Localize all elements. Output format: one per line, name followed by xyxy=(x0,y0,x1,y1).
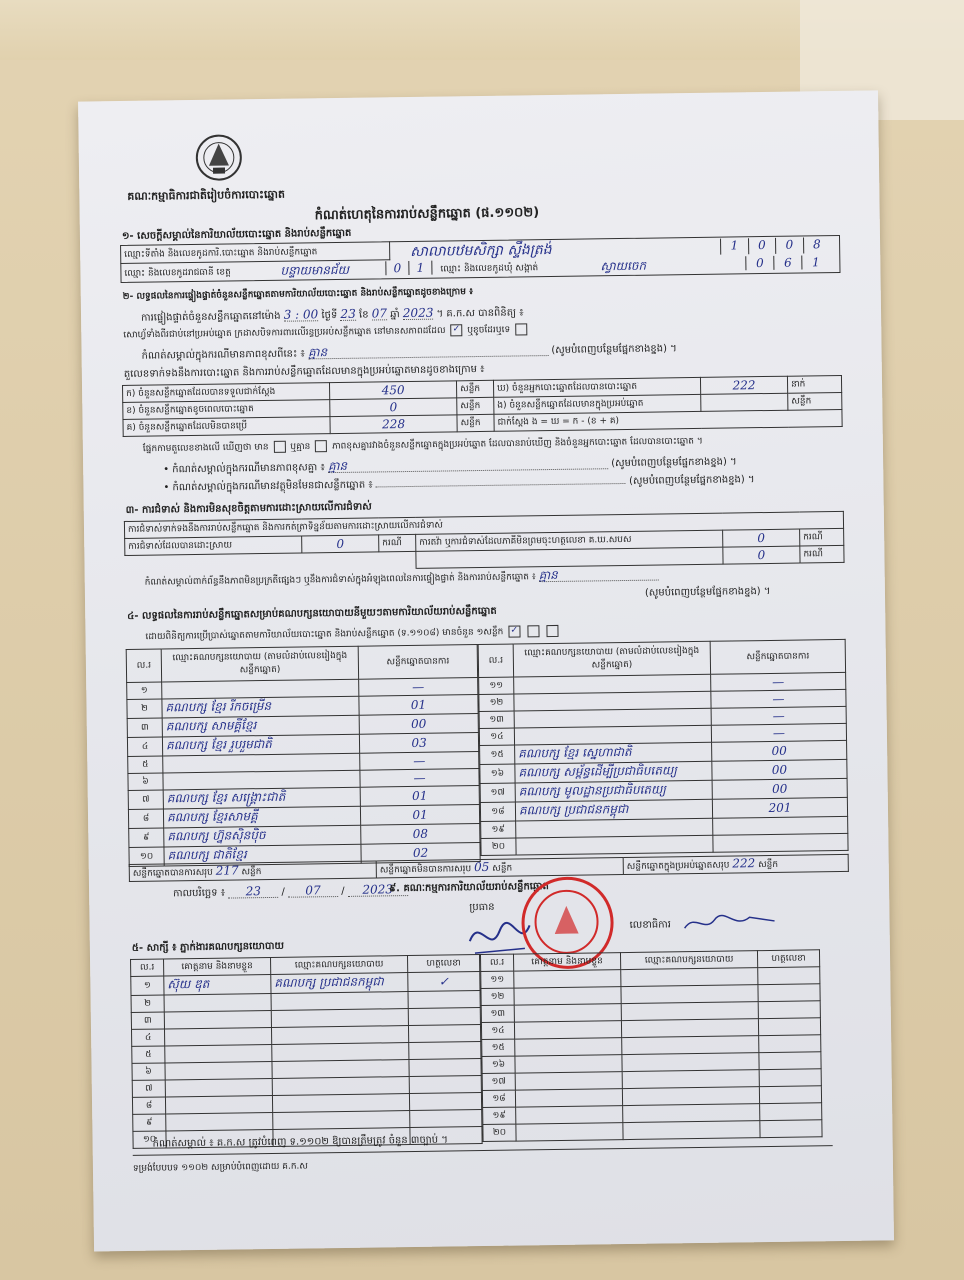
form-footer: ទម្រង់បែបបទ ១១០២ សម្រាប់បំពេញដោយ គ.ក.ស xyxy=(132,1161,309,1174)
section3-note-value: គ្មាន xyxy=(539,568,659,583)
note1-value: គ្មាន xyxy=(308,343,548,359)
party-name: គណបក្ស សាមគ្គីខ្មែរ xyxy=(165,718,257,734)
nec-emblem-icon xyxy=(190,131,247,186)
row-number: ៩ xyxy=(146,1117,153,1128)
party-name: គណបក្ស ខ្មែរ រួបរួមជាតិ xyxy=(165,736,272,753)
party-name: គណបក្ស ខ្មែរ ស្នេហាជាតិ xyxy=(518,744,632,761)
party-name: គណបក្ស សម្ព័ន្ធដើម្បីប្រជាធិបតេយ្យ xyxy=(518,763,677,780)
discrepancy-no-checkbox[interactable] xyxy=(315,440,327,452)
valid-votes: 02 xyxy=(412,845,429,860)
secretary-label: លេខាធិការ xyxy=(629,919,671,931)
valid-votes: 00 xyxy=(771,762,788,777)
note2-line: • កំណត់សម្គាល់ក្នុងករណីមានភាពខុសគ្នា ៖ គ្មាន (សូមបំពេញបន្ថែមផ្នែកខាងខ្នង) ។ xyxy=(163,456,737,476)
valid-votes: 01 xyxy=(412,788,428,803)
row-number: ៦ xyxy=(145,1066,152,1077)
party-name: គណបក្ស ខ្មែរ សង្គ្រោះជាតិ xyxy=(166,789,286,806)
row-number: ១២ xyxy=(490,991,505,1002)
valid-votes: 08 xyxy=(412,826,429,841)
objections-table: ការជំទាស់ទាក់ទងនឹងការរាប់សន្លឹកឆ្នោត និងការកត់ត្រាទិន្នន័យតាមការដោះស្រាយលើការជំទាស់ ការជំទាស់ដែលបានដោះស្រាយ 0 ករណី ការតវ៉ា ឬការជំទាស់ដែលភាគីមិនព្រមចុះហត្ថលេខា គ.ឃ.សបស 0 ករណី 0 ករណី xyxy=(124,511,845,573)
discrepancy-yes-checkbox[interactable] xyxy=(273,441,285,453)
witness-table-right: ល.រ គោត្តនាម និងនាមខ្លួន ឈ្មោះគណបក្សនយោបាយ ហត្ថលេខា ១១ ១២ ១៣ ១៤ ១៥ ១៦ ១៧ ១៨ ១៩ ២០ xyxy=(480,949,823,1142)
total-in-box: 222 xyxy=(732,856,756,871)
valid-votes: 01 xyxy=(412,807,428,822)
row-number: ៤ xyxy=(141,741,149,752)
section4-intro: ដោយពិនិត្យការប្រើប្រាស់ឆ្នោតតាមការិយាល័យបោះឆ្នោត និងរាប់សន្លឹកឆ្នោត (ទ.១១០៨) មានចំនួន ១សន្លឹក ✓ xyxy=(145,625,560,643)
two-sheets-checkbox[interactable] xyxy=(527,625,539,637)
seal-broken-checkbox[interactable] xyxy=(515,323,527,335)
seal-intact-checkbox[interactable]: ✓ xyxy=(450,324,462,336)
row-number: ១៧ xyxy=(491,1076,506,1087)
row-number: ១៩ xyxy=(492,1110,506,1121)
row-number: ១១ xyxy=(490,974,505,985)
org-name: គណៈកម្មាធិការជាតិរៀបចំការបោះឆ្នោត xyxy=(127,187,286,203)
row-number: ១៣ xyxy=(490,1008,506,1019)
witness-table-left: ល.រ គោត្តនាម និងនាមខ្លួន ឈ្មោះគណបក្សនយោបាយ ហត្ថលេខា ១ ស៊ុយ ឌុត គណបក្ស ប្រជាជនកម្ពុជា ✓ ២ ៣ ៤ ៥ ៦ ៧ ៨ ៩ ១០ xyxy=(130,954,483,1149)
seal-check-line: សោហ្វ័ទាំងពីរជាប់នៅប្រអប់ឆ្នោត ក្រដាសបិទការពារលើរន្ធប្រអប់សន្លឹកឆ្នោត នៅមានសភាពដដែល ✓ ឬខូចដែរឬទេ xyxy=(123,323,529,341)
valid-votes: — xyxy=(412,679,425,694)
valid-votes: 01 xyxy=(410,697,427,712)
row-number: ១ xyxy=(140,685,148,696)
row-number: ៩ xyxy=(143,832,150,843)
row-number: ១៨ xyxy=(491,806,505,817)
witness-party: គណបក្ស ប្រជាជនកម្ពុជា xyxy=(274,974,384,990)
province-label: ឈ្មោះ និងលេខកូដរាជធានី ខេត្ត xyxy=(124,267,231,279)
valid-votes: 00 xyxy=(411,716,427,731)
valid-votes: — xyxy=(413,770,426,785)
row-number: ១៣ xyxy=(489,714,505,725)
province-name: បន្ទាយមានជ័យ xyxy=(280,262,350,278)
unresolved-objections: 0 xyxy=(757,531,766,546)
party-name: គណបក្ស ខ្មែរ រីកចម្រើន xyxy=(165,698,272,715)
verify-year: 2023 xyxy=(402,305,434,321)
province-code: 0 1 xyxy=(385,261,432,276)
valid-votes: — xyxy=(772,725,786,740)
valid-votes: — xyxy=(413,753,426,768)
station-label: ឈ្មោះទីតាំង និងលេខកូដការិ.បោះឆ្នោត និងរាប់សន្លឹកឆ្នោត xyxy=(124,247,318,260)
verify-line: ការផ្ទៀងផ្ទាត់ចំនួនសន្លឹកឆ្នោតនៅម៉ោង 3 : 00 ថ្ងៃទី 23 ខែ 07 ឆ្នាំ 2023 ។ គ.ក.ស បានពិនិត្យ ៖ xyxy=(140,305,524,324)
row-number: ១៥ xyxy=(491,1042,505,1053)
form-title: កំណត់ហេតុនៃការរាប់សន្លឹកឆ្នោត (ផ.១១០២) xyxy=(314,205,540,224)
results-table-right: ល.រ ឈ្មោះគណបក្សនយោបាយ (តាមលំដាប់លេខរៀងក្នុងសន្លឹកឆ្នោត) សន្លឹកឆ្នោតបានការ ១១ — ១២ — ១៣ — ១៤ — ១៥ គណបក្ស ខ្មែរ ស្នេហាជាតិ 00 ១៦ គណបក្ស សម្ព័ន្ធដើម្បីប្រជាធិបតេយ្យ 00 ១៧ គណបក្ស មូលដ្ឋានប្រជាធិបតេយ្យ 00 ១៨ គណបក្ស ប្រជាជនកម្ពុជា 201 ១៩ ២០ xyxy=(478,639,849,856)
three-sheets-checkbox[interactable] xyxy=(546,625,558,637)
section3-title: ៣- ការជំទាស់ និងការមិនសុខចិត្តតាមការដោះស្រាយលើការជំទាស់ xyxy=(125,501,372,516)
results-table-left: ល.រ ឈ្មោះគណបក្សនយោបាយ (តាមលំដាប់លេខរៀងក្នុងសន្លឹកឆ្នោត) សន្លឹកឆ្នោតបានការ ១ — ២ គណបក្ស ខ្មែរ រីកចម្រើន 01 ៣ គណបក្ស សាមគ្គីខ្មែរ 00 ៤ គណបក្ស ខ្មែរ រួបរួមជាតិ 03 ៥ — ៦ — ៧ គណបក្ស ខ្មែរ សង្គ្រោះជាតិ 01 ៨ គណបក្ស ខ្មែរសាមគ្គី 01 ៩ គណបក្ស ហ្វ៊ុនស៊ិនប៉ិច 08 ១០ គណបក្ស ជាតិខ្មែរ 02 xyxy=(126,644,481,867)
verify-day: 23 xyxy=(340,306,356,321)
row-number: ៧ xyxy=(145,1083,153,1094)
row-number: ៧ xyxy=(142,794,150,805)
row-number: ៨ xyxy=(142,813,150,824)
row-number: ១៧ xyxy=(490,787,505,798)
row-number: ១៤ xyxy=(491,1025,505,1036)
verify-time: 3 : 00 xyxy=(283,307,319,322)
election-form-paper xyxy=(78,90,894,1251)
note2-value: គ្មាន xyxy=(328,456,608,473)
voters-count: 222 xyxy=(732,378,756,393)
row-number: ៥ xyxy=(145,1049,152,1060)
row-number: ១៩ xyxy=(491,824,505,835)
row-number: ១៦ xyxy=(491,1059,506,1070)
valid-votes: 00 xyxy=(771,743,787,758)
valid-votes: 201 xyxy=(768,800,792,816)
resolved-objections: 0 xyxy=(336,536,345,552)
footnote: កំណត់សម្គាល់ ៖ គ.ក.ស ត្រូវបំពេញ ទ.១១០២ ឱ្យបានត្រឹមត្រូវ ចំនួន ៣ច្បាប់ ។ xyxy=(152,1134,448,1150)
total-valid: 217 xyxy=(215,863,239,878)
valid-votes: — xyxy=(772,708,785,723)
spoiled-ballots: 0 xyxy=(389,400,398,415)
commune-name: ស្វាយចេក xyxy=(600,258,647,274)
ballot-figures-table: ក) ចំនួនសន្លឹកឆ្នោតដែលបានទទួលជាក់ស្តែង 450 សន្លឹក ឃ) ចំនួនអ្នកបោះឆ្នោតដែលបានបោះឆ្នោត 222 នាក់ ខ) ចំនួនសន្លឹកឆ្នោតខូចពេលបោះឆ្នោត 0 សន្លឹក ង) ចំនួនសន្លឹកឆ្នោតដែលមានក្នុងប្រអប់ឆ្នោត សន្លឹក គ) ចំនួនសន្លឹកឆ្នោតដែលមិនបានប្រើ 228 សន្លឹក ជាក់ស្តែង ង = ឃ = ក - (ខ + គ) xyxy=(122,375,843,437)
row-number: ១១ xyxy=(489,680,504,691)
section3-hint: (សូមបំពេញបន្ថែមផ្នែកខាងខ្នង) ។ xyxy=(644,585,771,599)
committee-label: ៩. គណៈកម្មការការិយាល័យរាប់សន្លឹកឆ្នោត xyxy=(388,881,549,895)
section5-title: ៥- សាក្សី ៖ ភ្នាក់ងារគណបក្សនយោបាយ xyxy=(131,940,285,954)
objections-total: 0 xyxy=(757,548,766,563)
witness-name: ស៊ុយ ឌុត xyxy=(167,976,210,992)
row-number: ១០ xyxy=(139,851,154,862)
party-name: គណបក្ស ប្រជាជនកម្ពុជា xyxy=(518,801,629,818)
party-name: គណបក្ស ជាតិខ្មែរ xyxy=(167,847,247,863)
station-code: 1 0 0 8 xyxy=(720,237,830,255)
section2-title: ២- លទ្ធផលនៃការផ្ទៀងផ្ទាត់ចំនួនសន្លឹកឆ្នោតតាមការិយាល័យបោះឆ្នោត និងរាប់សន្លឹកឆ្នោតដូចខាងក្រោម ៖ xyxy=(122,287,474,302)
chair-label: ប្រធាន xyxy=(469,901,495,914)
row-number: ១៤ xyxy=(490,731,504,742)
row-number: ២០ xyxy=(492,1127,507,1138)
row-number: ៨ xyxy=(145,1100,153,1111)
row-number: ១២ xyxy=(489,697,504,708)
witness-signature: ✓ xyxy=(438,974,449,989)
party-name: គណបក្ស មូលដ្ឋានប្រជាធិបតេយ្យ xyxy=(518,782,667,799)
row-number: ៥ xyxy=(142,759,149,770)
row-number: ១០ xyxy=(142,1134,157,1145)
commune-code: 0 6 1 xyxy=(745,255,829,270)
station-name: សាលាបឋមសិក្សា ស្ទឹងត្រង់ xyxy=(410,241,552,260)
party-name: គណបក្ស ហ្វ៊ុនស៊ិនប៉ិច xyxy=(167,828,266,844)
row-number: ១៥ xyxy=(490,749,504,760)
row-number: ២ xyxy=(144,998,152,1009)
table-row xyxy=(483,1120,822,1142)
received-ballots: 450 xyxy=(381,383,405,398)
unused-ballots: 228 xyxy=(382,417,406,432)
party-name: គណបក្ស ខ្មែរសាមគ្គី xyxy=(166,809,258,825)
valid-votes: 03 xyxy=(411,735,427,750)
row-number: ១៦ xyxy=(490,768,505,779)
count-date: កាលបរិច្ឆេទ ៖ 23 / 07 / 2023 xyxy=(173,883,408,900)
row-number: ១ xyxy=(143,980,151,991)
row-number: ៣ xyxy=(140,722,149,733)
section4-title: ៤- លទ្ធផលនៃការរាប់សន្លឹកឆ្នោតសម្រាប់គណបក្សនយោបាយនីមួយៗតាមការិយាល័យរាប់សន្លឹកឆ្នោត xyxy=(127,605,497,622)
row-number: ៤ xyxy=(144,1032,152,1043)
row-number: ៦ xyxy=(142,776,149,787)
secretary-signature xyxy=(679,907,779,938)
total-invalid: 05 xyxy=(473,859,490,875)
valid-votes: — xyxy=(772,674,785,689)
row-number: ២០ xyxy=(491,841,506,852)
row-number: ៣ xyxy=(143,1015,152,1026)
discrepancy-line: ផ្នែកកាមតួលេខខាងលើ ឃើញថា មាន ឬគ្មាន ភាពខុសគ្នារវាងចំនួនសន្លឹកឆ្នោតក្នុងប្រអប់ឆ្នោត ដែលបានរាប់ឃើញ និងចំនួនអ្នកបោះឆ្នោត ដែលបានបោះឆ្នោត ។ xyxy=(142,436,703,455)
verify-month: 07 xyxy=(371,306,388,321)
row-number: ១៨ xyxy=(492,1093,506,1104)
results-totals: សន្លឹកឆ្នោតបានការសរុប 217 សន្លឹក សន្លឹកឆ្នោតមិនបានការសរុប 05 សន្លឹក សន្លឹកឆ្នោតក្នុងប្រអប់ឆ្នោតសរុប 222 សន្លឹក xyxy=(129,854,849,882)
valid-votes: 00 xyxy=(771,781,788,796)
note1-line: កំណត់សម្គាល់ក្នុងករណីមានភាពខុសពីនេះ ៖ គ្មាន (សូមបំពេញបន្ថែមផ្នែកខាងខ្នង) ។ xyxy=(141,343,677,362)
section3-note: កំណត់សម្គាល់ពាក់ព័ន្ធនឹងភាពមិនប្រក្រតីផ្សេងៗ ឬនឹងការជំទាស់ក្នុងអំឡុងពេលនៃការផ្ទៀងផ្ទាត់ និងការរាប់សន្លឹកឆ្នោត ៖ គ្មាន xyxy=(145,568,659,589)
commune-label: ឈ្មោះ និងលេខកូដឃុំ សង្កាត់ xyxy=(440,263,539,275)
row-number: ២ xyxy=(141,703,148,714)
section1-title: ១- សេចក្តីសម្គាល់នៃការិយាល័យបោះឆ្នោត និងរាប់សន្លឹកឆ្នោត xyxy=(121,227,352,242)
figures-intro: តួលេខទាក់ទងនឹងការបោះឆ្នោត និងការរាប់សន្លឹកឆ្នោតដែលមានក្នុងប្រអប់ឆ្នោតមានដូចខាងក្រោម ៖ xyxy=(123,363,485,380)
one-sheet-checkbox[interactable]: ✓ xyxy=(508,625,520,637)
valid-votes: — xyxy=(772,691,785,706)
note3-line: • កំណត់សម្គាល់ក្នុងករណីមានវត្ថុមិនមែនជាសន្លឹកឆ្នោត ៖ (សូមបំពេញបន្ថែមផ្នែកខាងខ្នង) ។ xyxy=(163,474,755,494)
